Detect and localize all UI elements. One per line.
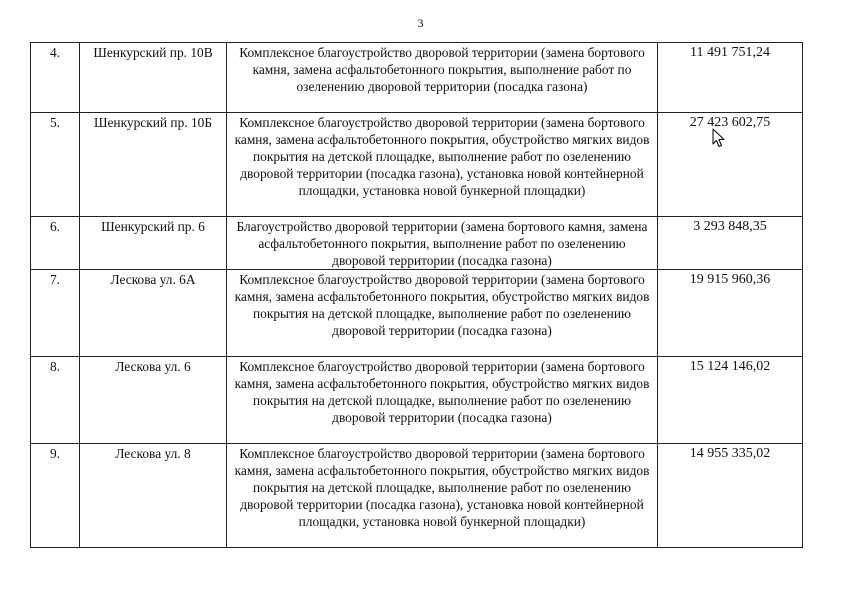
row-amount: 14 955 335,02 (658, 444, 803, 548)
row-number: 5. (31, 113, 80, 217)
row-number: 9. (31, 444, 80, 548)
row-amount: 15 124 146,02 (658, 357, 803, 444)
table-row (31, 270, 803, 357)
row-number: 8. (31, 357, 80, 444)
row-amount: 3 293 848,35 (658, 217, 803, 270)
row-number: 4. (31, 43, 80, 113)
mouse-pointer-icon (712, 128, 726, 148)
table-row (31, 444, 803, 548)
row-address: Лескова ул. 6 (80, 357, 227, 444)
row-number: 6. (31, 217, 80, 270)
row-amount: 11 491 751,24 (658, 43, 803, 113)
row-address: Шенкурский пр. 10В (80, 43, 227, 113)
page-number: 3 (417, 16, 424, 30)
row-address: Шенкурский пр. 10Б (80, 113, 227, 217)
row-description: Комплексное благоустройство дворовой территории (замена бортового камня, замена асфальтобетонного покрытия, обустройство мягких видов покрытия на детской площадке, выполнение работ по озеленению дворовой территории (посадка газона) (227, 357, 658, 444)
row-amount: 19 915 960,36 (658, 270, 803, 357)
works-table (30, 42, 803, 548)
row-description: Комплексное благоустройство дворовой территории (замена бортового камня, замена асфальтобетонного покрытия, обустройство мягких видов покрытия на детской площадке, выполнение работ по озеленению дворовой территории (посадка газона) (227, 270, 658, 357)
table-row (31, 217, 803, 270)
row-description: Комплексное благоустройство дворовой территории (замена бортового камня, замена асфальтобетонного покрытия, обустройство мягких видов покрытия на детской площадке, выполнение работ по озеленению дворовой территории (посадка газона), установка новой контейнерной площадки, установка новой бункерной площадки) (227, 444, 658, 548)
table-row (31, 357, 803, 444)
row-number: 7. (31, 270, 80, 357)
row-address: Лескова ул. 8 (80, 444, 227, 548)
table-row (31, 43, 803, 113)
row-description: Благоустройство дворовой территории (замена бортового камня, замена асфальтобетонного покрытия, выполнение работ по озеленению дворовой территории (посадка газона) (227, 217, 658, 270)
table-row (31, 113, 803, 217)
row-description: Комплексное благоустройство дворовой территории (замена бортового камня, замена асфальтобетонного покрытия, выполнение работ по озеленению дворовой территории (посадка газона) (227, 43, 658, 113)
row-address: Шенкурский пр. 6 (80, 217, 227, 270)
row-description: Комплексное благоустройство дворовой территории (замена бортового камня, замена асфальтобетонного покрытия, обустройство мягких видов покрытия на детской площадке, выполнение работ по озеленению дворовой территории (посадка газона), установка новой контейнерной площадки, установка новой бункерной площадки) (227, 113, 658, 217)
row-amount: 27 423 602,75 (658, 113, 803, 217)
row-address: Лескова ул. 6А (80, 270, 227, 357)
